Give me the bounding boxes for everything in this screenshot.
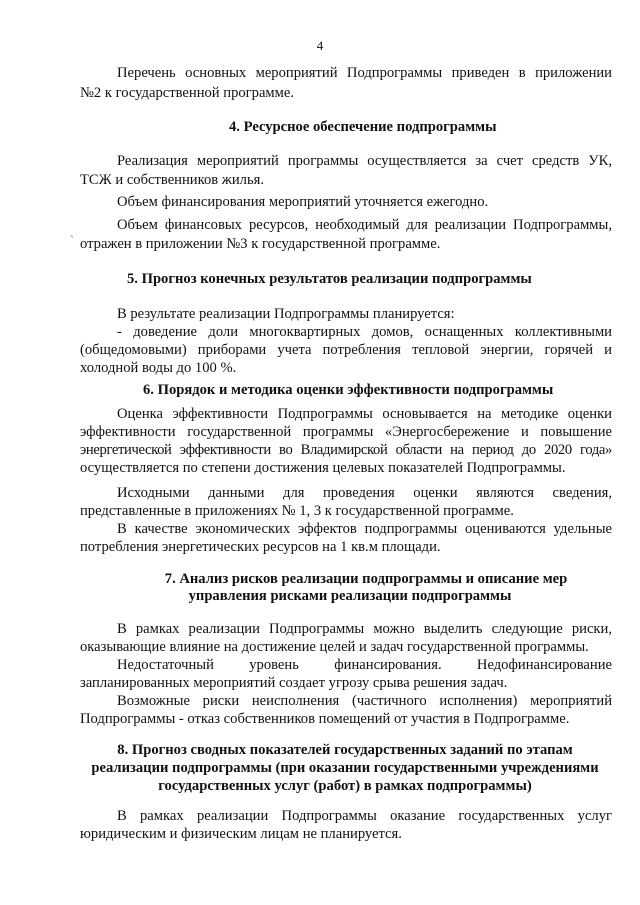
paragraph-line: №2 к государственной программе. [80, 85, 295, 101]
section-heading: государственных услуг (работ) в рамках подпрограммы) [158, 778, 532, 794]
section-heading: 4. Ресурсное обеспечение подпрограммы [229, 119, 497, 135]
paragraph-line: Подпрограммы - отказ собственников помещений от участия в Подпрограмме. [80, 711, 570, 727]
paragraph-line: энергетической эффективности во Владимирской области на период до 2020 года» [80, 442, 612, 458]
paragraph-line: оказывающие влияние на достижение целей и задач государственной программы. [80, 639, 589, 655]
section-heading: 5. Прогноз конечных результатов реализации подпрограммы [127, 271, 532, 287]
paragraph-line: ТСЖ и собственников жилья. [80, 172, 264, 188]
paragraph-line: Объем финансирования мероприятий уточняется ежегодно. [117, 194, 489, 210]
paragraph-line: отражен в приложении №3 к государственной программе. [80, 236, 441, 252]
page-number: 4 [316, 38, 324, 53]
paragraph-line: эффективности государственной программы «Энергосбережение и повышение [80, 424, 612, 440]
paragraph-line: Исходными данными для проведения оценки являются сведения, [117, 485, 612, 501]
paragraph-line: запланированных мероприятий создает угрозу срыва решения задач. [80, 675, 508, 691]
section-heading: 6. Порядок и методика оценки эффективности подпрограммы [143, 382, 554, 398]
paragraph-line: осуществляется по степени достижения целевых показателей Подпрограммы. [80, 460, 566, 476]
paragraph-line: Реализация мероприятий программы осуществляется за счет средств УК, [117, 153, 612, 169]
paragraph-line: Возможные риски неисполнения (частичного исполнения) мероприятий [117, 693, 612, 709]
paragraph-line: В рамках реализации Подпрограммы можно выделить следующие риски, [117, 621, 612, 637]
section-heading: управления рисками реализации подпрограммы [188, 588, 512, 604]
paragraph-line: юридическим и физическим лицам не планируется. [80, 826, 402, 842]
paragraph-line: Объем финансовых ресурсов, необходимый для реализации Подпрограммы, [117, 217, 612, 233]
paragraph-line: представленные в приложениях № 1, 3 к государственной программе. [80, 503, 514, 519]
paragraph-line: Оценка эффективности Подпрограммы основывается на методике оценки [117, 406, 612, 422]
section-heading: реализации подпрограммы (при оказании государственными учреждениями [91, 760, 599, 776]
section-heading: 7. Анализ рисков реализации подпрограммы и описание мер [164, 571, 568, 587]
paragraph-line: В результате реализации Подпрограммы планируется: [117, 306, 455, 322]
paragraph-line: Перечень основных мероприятий Подпрограммы приведен в приложении [117, 65, 612, 81]
pen-mark: ˏ [70, 224, 74, 238]
paragraph-line: потребления энергетических ресурсов на 1 кв.м площади. [80, 539, 441, 555]
paragraph-line: (общедомовыми) приборами учета потребления тепловой энергии, горячей и [80, 342, 612, 358]
paragraph-line: холодной воды до 100 %. [80, 360, 237, 376]
paragraph-line: Недостаточный уровень финансирования. Недофинансирование [117, 657, 612, 673]
paragraph-line: В рамках реализации Подпрограммы оказание государственных услуг [117, 808, 612, 824]
paragraph-line: - доведение доли многоквартирных домов, оснащенных коллективными [117, 324, 612, 340]
paragraph-line: В качестве экономических эффектов подпрограммы оцениваются удельные [117, 521, 612, 537]
section-heading: 8. Прогноз сводных показателей государственных заданий по этапам [117, 742, 573, 758]
